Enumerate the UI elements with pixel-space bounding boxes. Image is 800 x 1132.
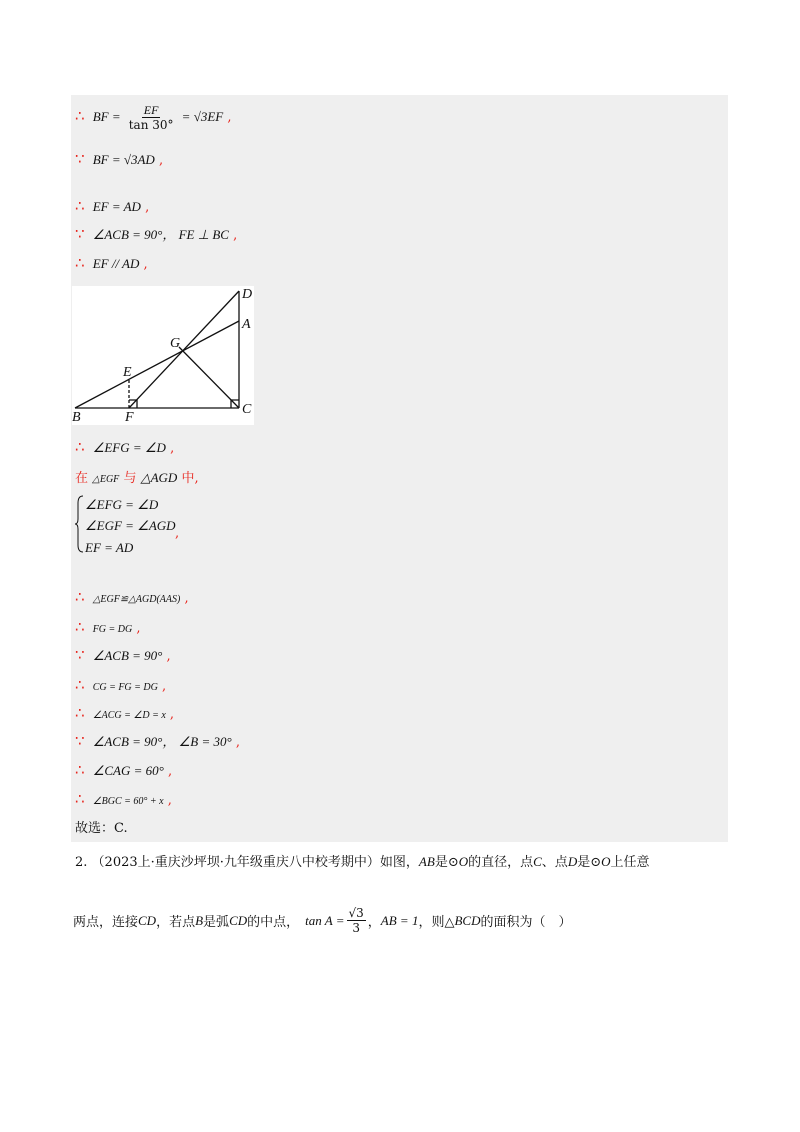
q2-text: ，则△ [418,915,455,930]
step-7-post: 中, [181,471,199,486]
step-1-comma: , [227,110,232,125]
step-9-comma: , [136,621,141,636]
step-13-expr: ∠ACB = 90°， ∠B = 30° [92,734,232,749]
q2-text: 是⊙ [577,855,602,870]
question-number: 2. [75,855,88,870]
therefore-symbol: ∴ [75,438,85,456]
step-1-lhs: BF = [92,109,121,124]
therefore-symbol: ∴ [75,197,85,215]
therefore-symbol: ∴ [75,588,85,606]
step-7-mid: 与 [123,471,137,486]
segment-ba [75,321,239,408]
q2-o: O [458,854,469,869]
step-2 [75,150,163,170]
step-9 [75,618,141,639]
step-4-comma: , [233,228,238,243]
step-3 [75,197,149,217]
because-symbol: ∵ [75,225,85,243]
step-3-expr: EF = AD [92,199,141,214]
q2-o: O [601,854,611,869]
q2-point-b: B [195,912,204,928]
q2-text: 的面积为（ ） [480,915,572,930]
step-15-comma: , [167,793,172,808]
q2-text: 是弧 [203,915,230,930]
q2-text: 的中点， [247,915,300,930]
label-e: E [123,365,132,380]
step-1-rhs: = √3EF [181,109,224,124]
step-2-comma: , [158,153,164,168]
system-brace [75,495,85,553]
triangle-egf: △EGF [92,474,120,485]
step-5-comma: , [143,257,148,272]
step-13 [75,732,240,752]
q2-point-c: C [533,854,542,869]
therefore-symbol: ∴ [75,761,85,779]
q2-ab-value: AB = 1 [380,912,419,928]
system-line-2: ∠EGF = ∠AGD [85,518,176,533]
because-symbol: ∵ [75,150,85,168]
step-12-comma: , [169,707,175,722]
step-14-comma: , [167,764,173,779]
q2-text: ， [367,915,381,930]
step-1 [75,103,232,132]
q2-bcd: BCD [454,912,481,928]
step-13-comma: , [235,735,240,750]
step-15-expr: ∠BGC = 60° + x [92,796,164,807]
therefore-symbol: ∴ [75,107,85,125]
fraction [127,103,176,132]
question-source: （2023上·重庆沙坪坝·九年级重庆八中校考期中） [91,855,380,870]
label-a: A [242,317,251,332]
step-10 [75,646,171,666]
tan-fraction [347,906,366,935]
step-6-comma: , [170,441,175,456]
step-12 [75,704,174,725]
triangle-diagram [72,286,254,425]
step-10-expr: ∠ACB = 90° [92,648,163,663]
q2-text: 、点 [541,855,568,870]
therefore-symbol: ∴ [75,704,85,722]
q2-cd: CD [138,912,157,928]
step-4-expr: ∠ACB = 90°， FE ⊥ BC [92,227,229,242]
step-11-expr: CG = FG = DG [92,682,158,693]
step-5 [75,254,148,274]
step-5-expr: EF // AD [92,256,140,271]
step-10-comma: , [166,649,171,664]
fraction-denominator: tan 30° [128,118,174,132]
system-line-3: EF = AD [85,540,134,555]
step-12-expr: ∠ACG = ∠D = x [92,710,166,721]
q2-text: 如图， [379,855,419,870]
q2-text: 两点，连接 [73,915,139,930]
label-g: G [170,336,181,351]
step-3-comma: , [145,200,150,215]
label-c: C [242,402,252,417]
therefore-symbol: ∴ [75,676,85,694]
step-7-pre: 在 [75,471,89,486]
because-symbol: ∵ [75,646,85,664]
q2-text: 是⊙ [434,855,459,870]
because-symbol: ∵ [75,732,85,750]
question-2-line-2 [73,906,571,935]
tan-expression: tan A = [305,912,345,928]
label-f: F [125,410,134,425]
step-14-expr: ∠CAG = 60° [92,763,164,778]
step-11 [75,676,166,697]
therefore-symbol: ∴ [75,254,85,272]
q2-text: ，若点 [156,915,196,930]
step-9-expr: FG = DG [92,624,133,635]
geometry-figure [72,286,254,425]
therefore-symbol: ∴ [75,790,85,808]
solution-panel [71,95,728,842]
step-14 [75,761,172,781]
question-2-line-1 [75,851,650,870]
q2-ab: AB [418,854,435,869]
therefore-symbol: ∴ [75,618,85,636]
tan-denominator: 3 [352,921,360,935]
system-line-1: ∠EFG = ∠D [85,497,159,512]
step-11-comma: , [162,679,167,694]
step-6-expr: ∠EFG = ∠D [92,440,166,455]
step-15 [75,790,172,811]
label-b: B [72,410,81,425]
tan-numerator: √3 [348,906,364,920]
q2-text: 上任意 [610,855,650,870]
q2-text: 的直径，点 [468,855,534,870]
q2-cd: CD [229,912,248,928]
step-6 [75,438,174,458]
fraction-numerator: EF [143,103,159,117]
q2-point-d: D [567,854,578,869]
step-8-expr: △EGF≌△AGD(AAS) [92,594,181,605]
label-d: D [242,287,253,302]
step-4 [75,225,237,245]
triangle-agd: △AGD [140,470,178,485]
step-7 [75,469,199,489]
step-8-comma: , [184,591,189,606]
segment-gc [179,347,239,408]
step-2-expr: BF = √3AD [92,152,155,167]
answer-line: 故选：C. [75,821,128,836]
system-comma: , [175,526,180,541]
step-8 [75,588,189,609]
